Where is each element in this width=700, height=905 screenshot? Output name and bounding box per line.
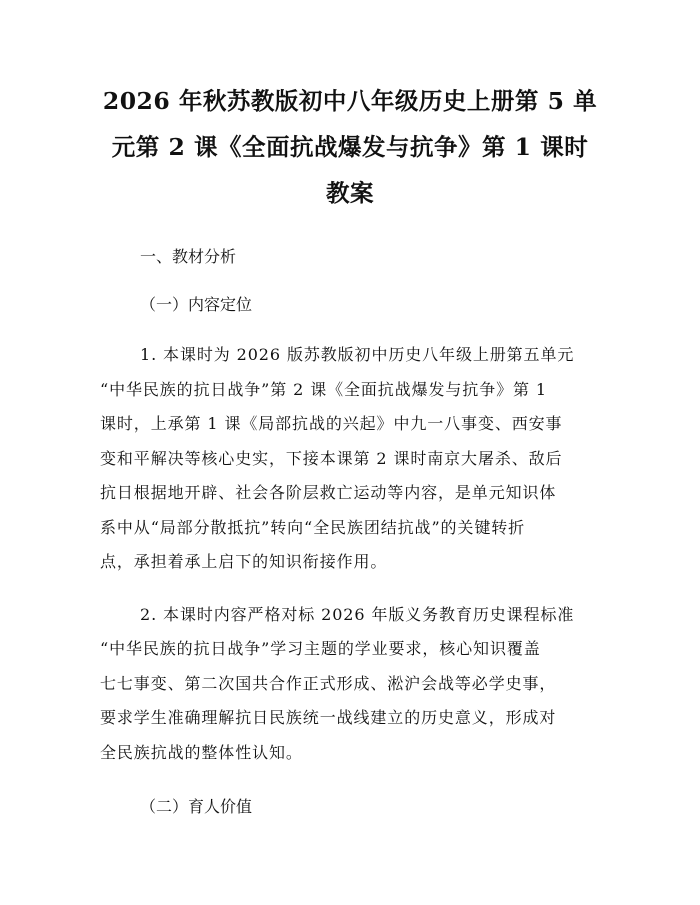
- subsection-heading-content-positioning: （一）内容定位: [140, 295, 253, 314]
- paragraph-line: 课时，上承第 1 课《局部抗战的兴起》中九一八事变、西安事: [100, 414, 563, 433]
- section-heading-textbook-analysis: 一、教材分析: [140, 247, 237, 266]
- title-line-1: 2026 年秋苏教版初中八年级历史上册第 5 单: [102, 87, 598, 115]
- subsection-heading-educational-value: （二）育人价值: [140, 797, 253, 816]
- title-line-2: 元第 2 课《全面抗战爆发与抗争》第 1 课时: [111, 133, 589, 161]
- paragraph-line: 2. 本课时内容严格对标 2026 年版义务教育历史课程标准: [140, 604, 575, 624]
- paragraph-line: “中华民族的抗日战争”第 2 课《全面抗战爆发与抗争》第 1: [100, 379, 547, 399]
- paragraph-line: 全民族抗战的整体性认知。: [100, 742, 303, 762]
- paragraph-line: 变和平解决等核心史实，下接本课第 2 课时南京大屠杀、敌后: [100, 448, 563, 468]
- paragraph-line: 要求学生准确理解抗日民族统一战线建立的历史意义，形成对: [100, 708, 557, 727]
- title-line-3: 教案: [326, 179, 374, 207]
- paragraph-1: [100, 338, 600, 580]
- paragraph-line: 抗日根据地开辟、社会各阶层救亡运动等内容，是单元知识体: [100, 483, 557, 502]
- document-title: [100, 78, 600, 216]
- paragraph-line: 点，承担着承上启下的知识衔接作用。: [100, 552, 388, 571]
- paragraph-line: 系中从“局部分散抵抗”转向“全民族团结抗战”的关键转折: [100, 517, 526, 537]
- paragraph-line: “中华民族的抗日战争”学习主题的学业要求，核心知识覆盖: [100, 639, 541, 658]
- paragraph-line: 七七事变、第二次国共合作正式形成、淞沪会战等必学史事，: [100, 673, 557, 693]
- paragraph-2: [100, 598, 600, 771]
- paragraph-line: 1. 本课时为 2026 版苏教版初中历史八年级上册第五单元: [140, 345, 575, 364]
